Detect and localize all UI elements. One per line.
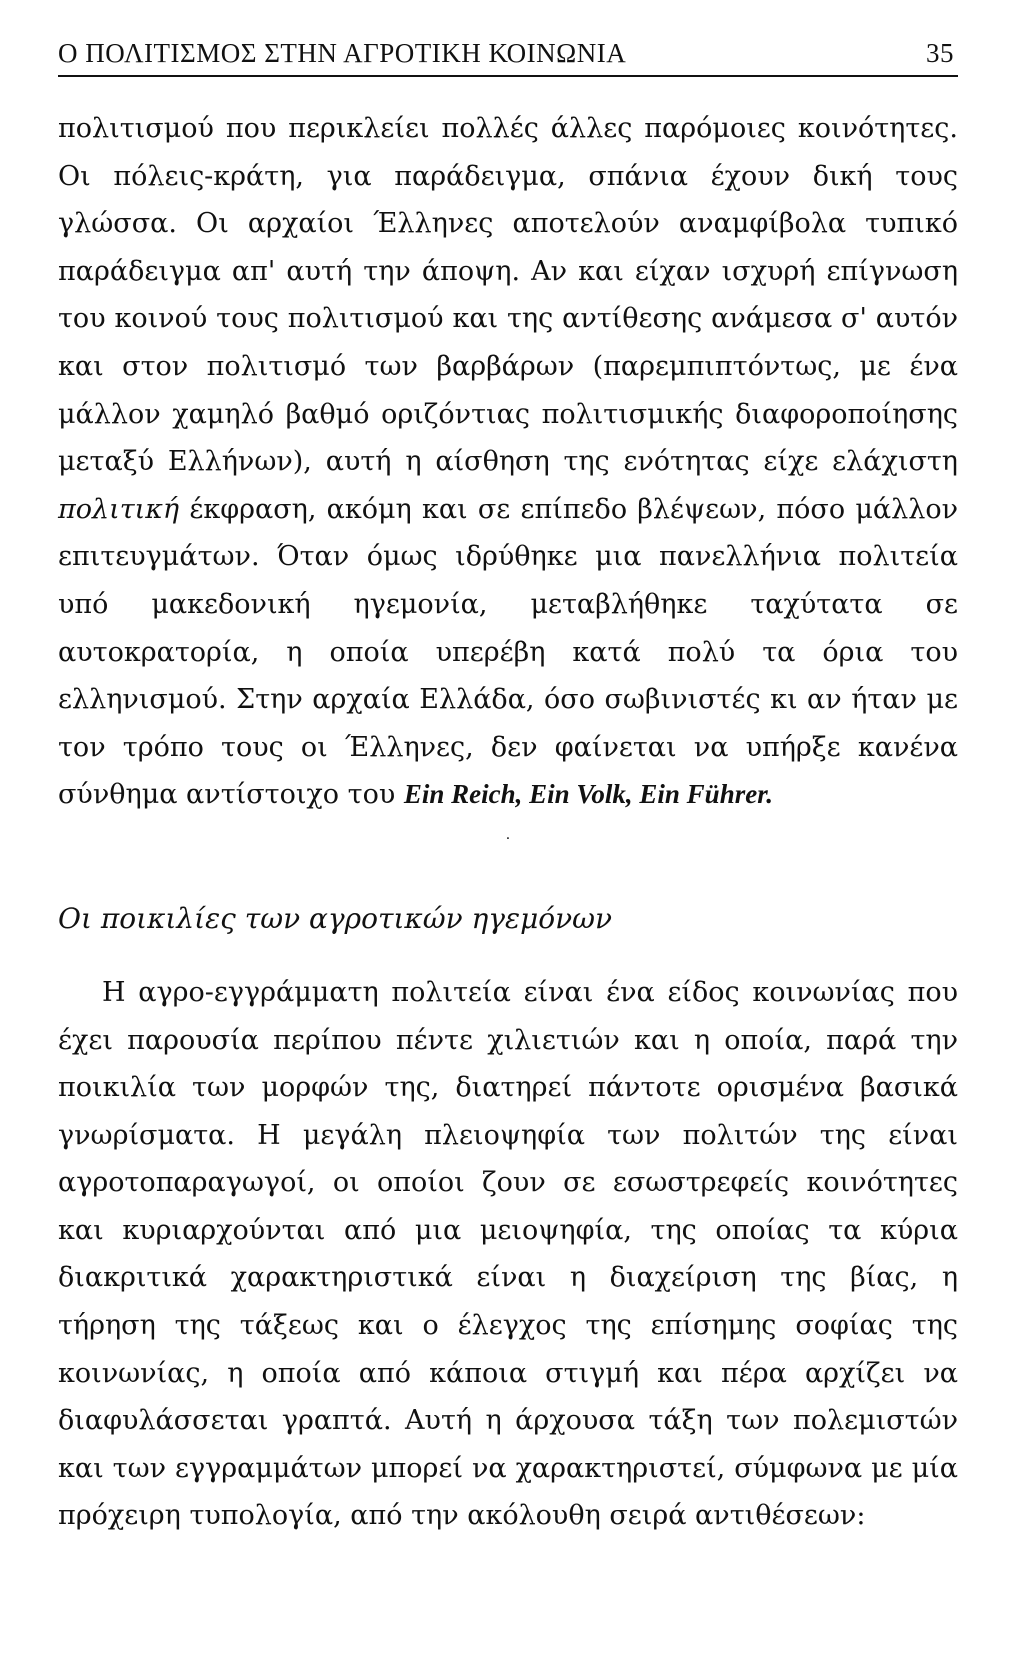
divider-mark: · — [505, 830, 511, 847]
page-number: 35 — [926, 38, 954, 68]
emphasized-word: πολιτική — [58, 493, 180, 525]
paragraph-continued — [58, 105, 958, 819]
paragraph-text-part-a: πολιτισμού που περικλείει πολλές άλλες παρόμοιες κοινότητες. Οι πόλεις-κράτη, για παράδειγμα, σπάνια έχουν δική τους γλώσσα. Οι αρχαίοι Έλληνες αποτελούν αναμφίβολα τυπικό παράδειγμα απ' αυτή την άποψη. Αν και είχαν ισχυρή επίγνωση του κοινού τους πολιτισμού και της αντίθεσης ανάμεσα σ' αυτόν και στον πολιτισμό των βαρβάρων (παρεμπιπτόντως, με ένα μάλλον χαμηλό βαθμό οριζόντιας πολιτισμικής διαφοροποίησης μεταξύ Ελλήνων), αυτή η αίσθηση της ενότητας είχε ελάχιστη — [58, 113, 958, 478]
foreign-phrase: Ein Reich, Ein Volk, Ein Führer. — [403, 779, 773, 810]
book-page — [58, 38, 958, 1540]
section-heading: Οι ποικιλίες των αγροτικών ηγεμόνων — [58, 901, 612, 935]
paragraph-text-part-b: έκφραση, ακόμη και σε επίπεδο βλέψεων, πόσο μάλλον επιτευγμάτων. Όταν όμως ιδρύθηκε μια πανελλήνια πολιτεία υπό μακεδονική ηγεμονία, μεταβλήθηκε ταχύτατα σε αυτοκρατορία, η οποία υπερέβη κατά πολύ τα όρια του ελληνισμού. Στην αρχαία Ελλάδα, όσο σωβινιστές κι αν ήταν με τον τρόπο τους οι Έλληνες, δεν φαίνεται να υπήρξε κανένα σύνθημα αντίστοιχο του — [58, 493, 958, 811]
section-paragraph: Η αγρο-εγγράμματη πολιτεία είναι ένα είδος κοινωνίας που έχει παρουσία περίπου πέντε χιλιετιών και η οποία, παρά την ποικιλία των μορφών της, διατηρεί πάντοτε ορισμένα βασικά γνωρίσματα. Η μεγάλη πλειοψηφία των πολιτών της είναι αγροτοπαραγωγοί, οι οποίοι ζουν σε εσωστρεφείς κοινότητες και κυριαρχούνται από μια μειοψηφία, της οποίας τα κύρια διακριτικά χαρακτηριστικά είναι η διαχείριση της βίας, η τήρηση της τάξεως και ο έλεγχος της επίσημης σοφίας της κοινωνίας, η οποία από κάποια στιγμή και πέρα αρχίζει να διαφυλάσσεται γραπτά. Αυτή η άρχουσα τάξη των πολεμιστών και των εγγραμμάτων μπορεί να χαρακτηριστεί, σύμφωνα με μία πρόχειρη τυπολογία, από την ακόλουθη σειρά αντιθέσεων: — [58, 976, 958, 1532]
body-text — [58, 105, 958, 1540]
running-title: Ο ΠΟΛΙΤΙΣΜΟΣ ΣΤΗΝ ΑΓΡΟΤΙΚΗ ΚΟΙΝΩΝΙΑ — [58, 38, 627, 68]
running-header — [58, 38, 958, 77]
